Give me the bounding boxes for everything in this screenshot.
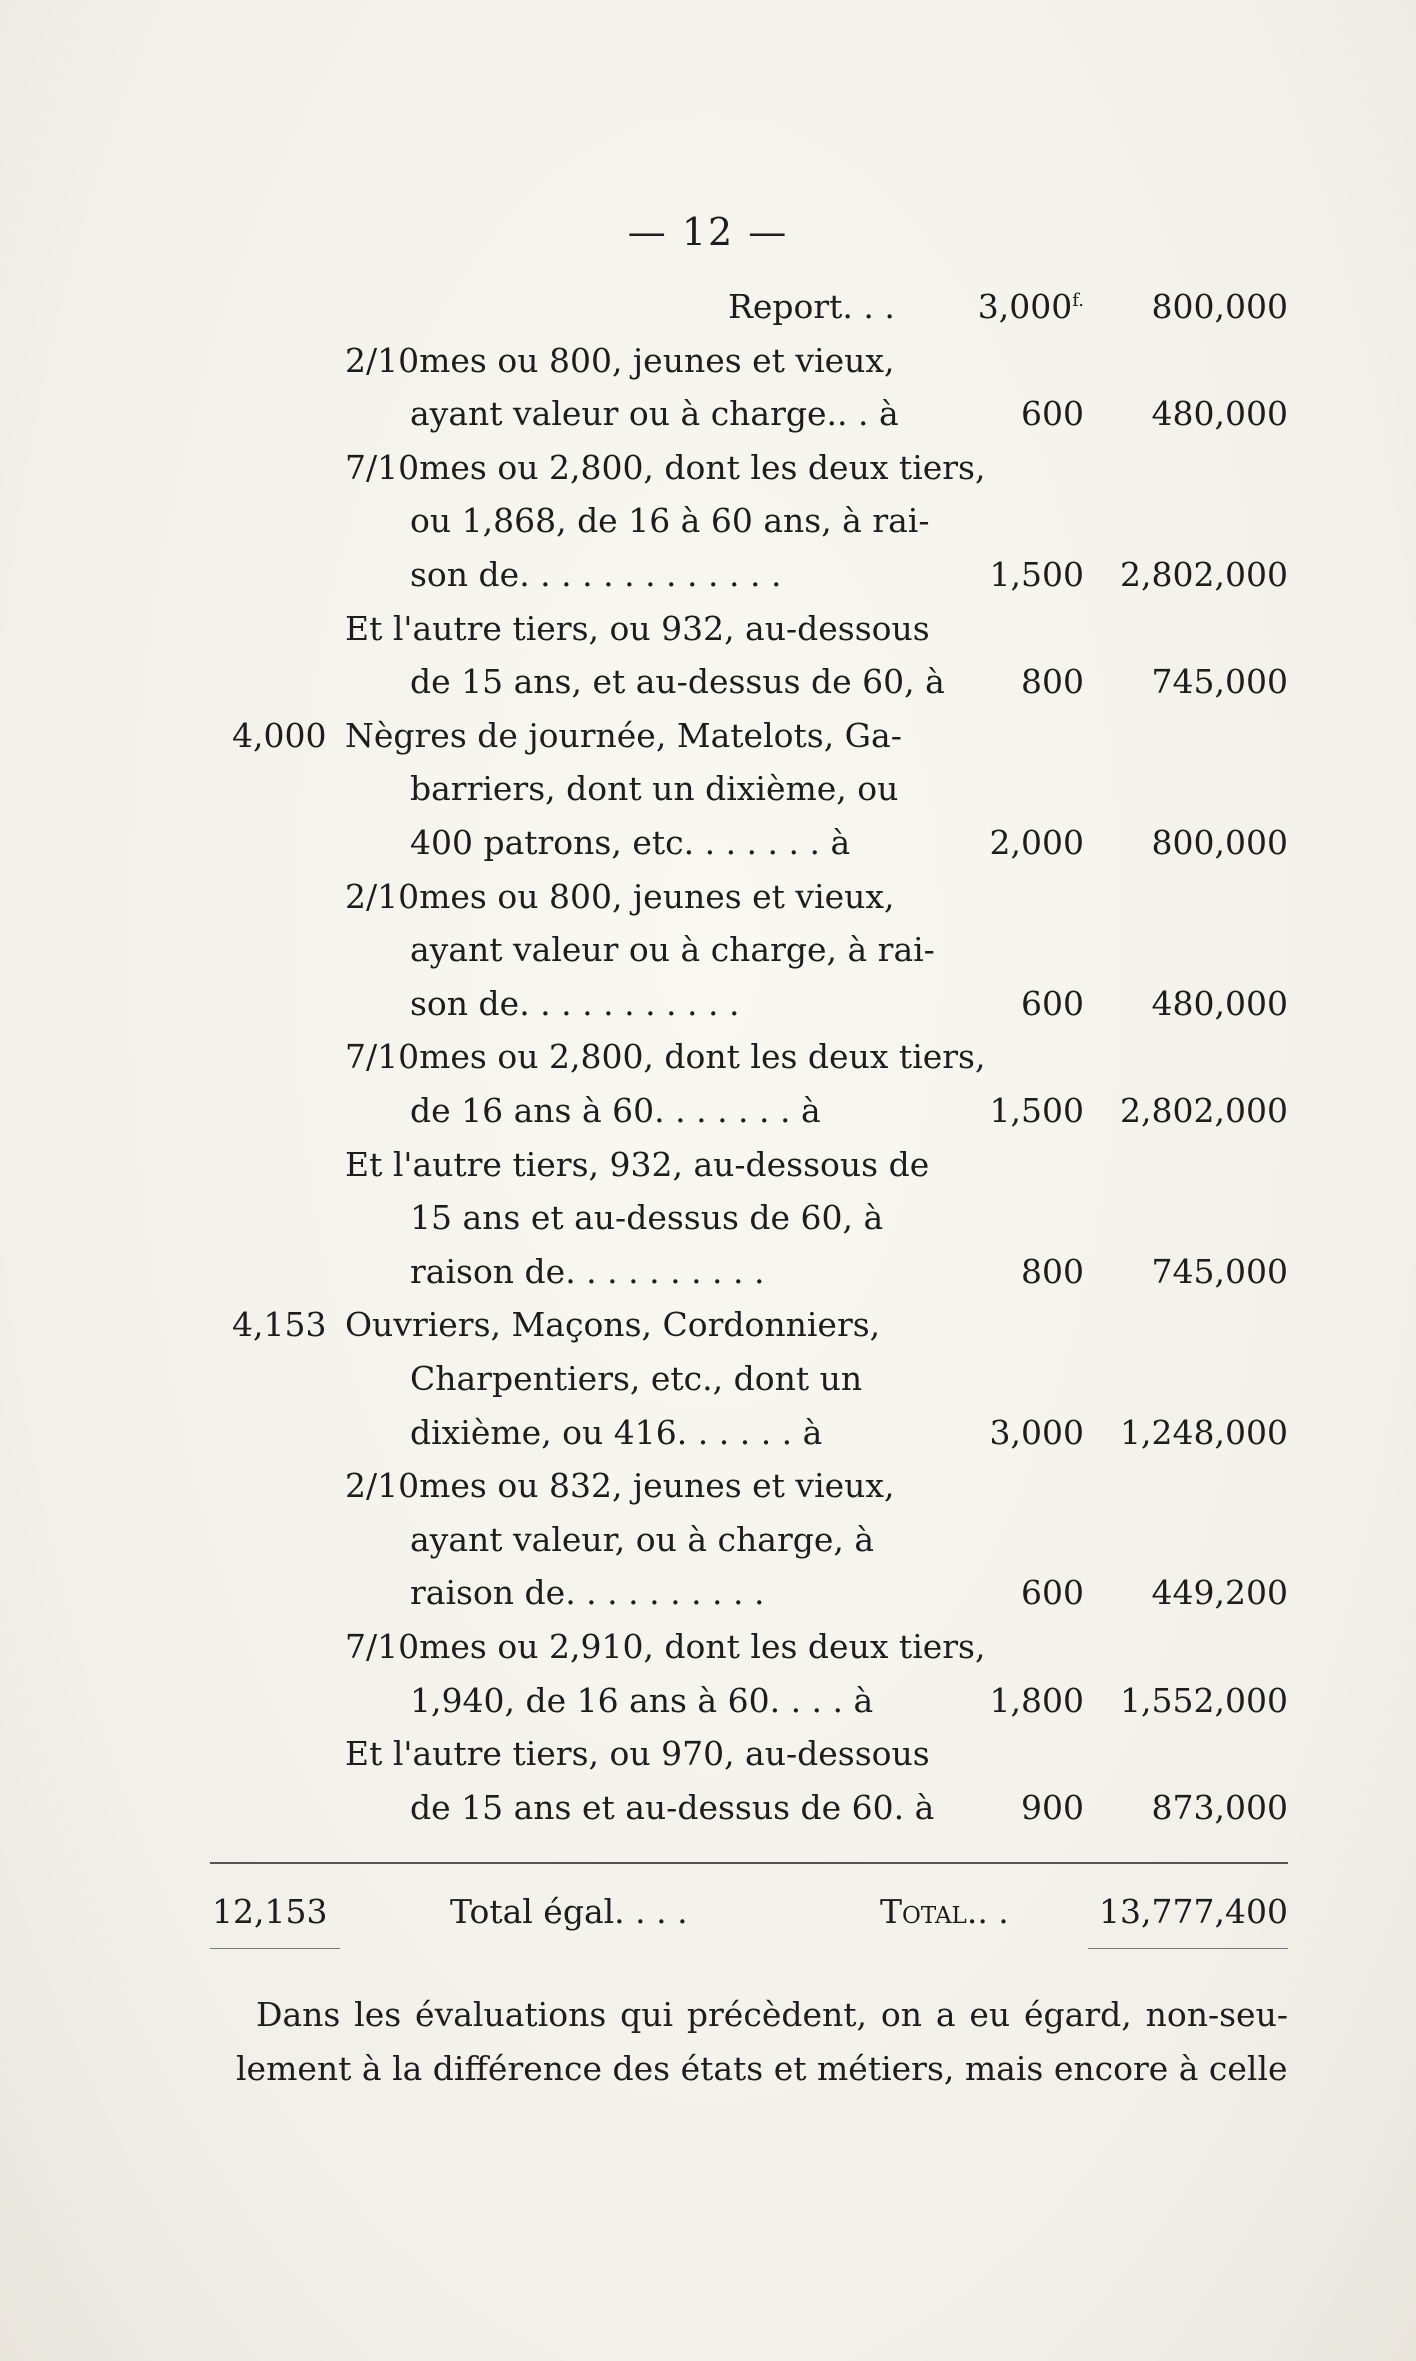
row-price — [1021, 389, 1084, 439]
row-total: 449,200 — [1151, 1573, 1288, 1613]
table-row — [0, 979, 1416, 1029]
row-description: son de. . . . . . . . . . . — [410, 983, 740, 1023]
table-row — [0, 1568, 1416, 1618]
row-price-value: 800 — [1021, 662, 1084, 702]
row-price — [1021, 1247, 1084, 1297]
row-count: 4,000 — [232, 715, 327, 755]
table-row — [0, 1354, 1416, 1404]
table-row — [0, 1783, 1416, 1833]
table-row — [0, 1032, 1416, 1082]
table-row — [0, 389, 1416, 439]
total-label: Total égal. . . . — [450, 1892, 688, 1931]
page-number: — 12 — — [627, 210, 789, 254]
row-total: 745,000 — [1151, 1251, 1288, 1291]
paragraph-line: Dans les évaluations qui précèdent, on a eu égard, non-seu- — [256, 1995, 1288, 2034]
row-description: 2/10mes ou 800, jeunes et vieux, — [345, 876, 895, 916]
row-price — [1021, 979, 1084, 1029]
row-price-value: 900 — [1021, 1787, 1084, 1827]
row-description: 7/10mes ou 2,910, dont les deux tiers, — [345, 1627, 986, 1666]
row-description: de 15 ans et au-dessus de 60. à — [410, 1787, 935, 1827]
table-row — [0, 1515, 1416, 1565]
row-price-value: 3,000 — [989, 1412, 1084, 1452]
total-label-caps: Total.. . — [880, 1892, 1009, 1931]
table-row — [0, 1408, 1416, 1458]
row-price — [1021, 1568, 1084, 1618]
row-description: ayant valeur, ou à charge, à — [410, 1519, 875, 1559]
row-description: de 16 ans à 60. . . . . . . à — [410, 1091, 821, 1130]
table-row — [0, 1676, 1416, 1726]
row-description: barriers, dont un dixième, ou — [410, 769, 899, 809]
table-row — [0, 1622, 1416, 1672]
total-rule-bottom-left — [210, 1948, 340, 1949]
table-row — [0, 657, 1416, 707]
row-price — [990, 818, 1084, 868]
table-row — [0, 604, 1416, 654]
row-price — [990, 550, 1084, 600]
table-row — [0, 1729, 1416, 1779]
row-price — [990, 1676, 1084, 1726]
body-paragraph — [236, 1988, 1288, 2096]
row-total: 800,000 — [1151, 287, 1288, 326]
row-total: 1,552,000 — [1120, 1680, 1288, 1720]
table-row — [0, 282, 1416, 332]
row-description: Et l'autre tiers, ou 932, au-dessous — [345, 608, 930, 648]
row-price-unit: f. — [1072, 290, 1084, 311]
total-row — [0, 1887, 1416, 1937]
table-row — [0, 496, 1416, 546]
row-price-value: 1,500 — [989, 555, 1084, 594]
table-row — [0, 443, 1416, 493]
total-amount: 13,777,400 — [1099, 1892, 1288, 1931]
row-description: raison de. . . . . . . . . . — [410, 1573, 765, 1613]
row-description: dixième, ou 416. . . . . . à — [410, 1412, 823, 1452]
row-price — [978, 282, 1084, 332]
row-price-value: 1,800 — [989, 1680, 1084, 1720]
table-row — [0, 818, 1416, 868]
row-description: ayant valeur ou à charge.. . à — [410, 394, 899, 434]
row-description: Charpentiers, etc., dont un — [410, 1359, 863, 1398]
table-row — [0, 550, 1416, 600]
row-description: Et l'autre tiers, ou 970, au-dessous — [345, 1734, 930, 1774]
row-description: son de. . . . . . . . . . . . . — [410, 555, 782, 594]
row-total: 1,248,000 — [1120, 1412, 1288, 1452]
table-row — [0, 1086, 1416, 1136]
paragraph-line: lement à la différence des états et métiers, mais encore à celle — [236, 2049, 1288, 2088]
row-price-value: 2,000 — [989, 823, 1084, 862]
row-count: 4,153 — [232, 1305, 327, 1345]
row-price — [990, 1086, 1084, 1136]
row-description: de 15 ans, et au-dessus de 60, à — [410, 662, 945, 702]
row-description: 7/10mes ou 2,800, dont les deux tiers, — [345, 447, 986, 487]
row-price-value: 1,500 — [989, 1091, 1084, 1130]
row-description: 2/10mes ou 800, jeunes et vieux, — [345, 340, 895, 380]
row-description: Et l'autre tiers, 932, au-dessous de — [345, 1144, 930, 1184]
row-description: 7/10mes ou 2,800, dont les deux tiers, — [345, 1037, 986, 1077]
row-total: 480,000 — [1151, 394, 1288, 434]
row-total: 2,802,000 — [1120, 1091, 1288, 1130]
table-row — [0, 1247, 1416, 1297]
total-rule-top — [210, 1862, 1288, 1864]
table-row — [0, 1300, 1416, 1350]
row-description: 2/10mes ou 832, jeunes et vieux, — [345, 1466, 895, 1506]
table-row — [0, 711, 1416, 761]
table-row — [0, 1193, 1416, 1243]
row-total: 2,802,000 — [1120, 555, 1288, 594]
row-price — [1021, 1783, 1084, 1833]
row-total: 873,000 — [1151, 1787, 1288, 1827]
table-row — [0, 336, 1416, 386]
row-price-value: 600 — [1021, 1573, 1084, 1613]
table-row — [0, 1461, 1416, 1511]
row-description: raison de. . . . . . . . . . — [410, 1251, 765, 1291]
row-description: Nègres de journée, Matelots, Ga- — [345, 715, 902, 755]
row-description: Report. . . — [728, 287, 895, 326]
row-price-value: 600 — [1021, 394, 1084, 434]
table-row — [0, 872, 1416, 922]
row-description: ayant valeur ou à charge, à rai- — [410, 930, 935, 970]
table-row — [0, 925, 1416, 975]
row-total: 480,000 — [1151, 983, 1288, 1023]
row-price — [990, 1408, 1084, 1458]
row-description: 15 ans et au-dessus de 60, à — [410, 1198, 884, 1238]
row-price-value: 600 — [1021, 983, 1084, 1023]
row-total: 745,000 — [1151, 662, 1288, 702]
row-description: Ouvriers, Maçons, Cordonniers, — [345, 1305, 881, 1345]
row-price-value: 3,000 — [977, 287, 1073, 326]
table-row — [0, 1140, 1416, 1190]
table-row — [0, 764, 1416, 814]
row-description: 1,940, de 16 ans à 60. . . . à — [410, 1680, 874, 1720]
row-description: ou 1,868, de 16 à 60 ans, à rai- — [410, 501, 930, 541]
row-total: 800,000 — [1151, 823, 1288, 862]
total-rule-bottom-right — [1088, 1948, 1288, 1949]
total-count: 12,153 — [212, 1892, 328, 1931]
row-price — [1021, 657, 1084, 707]
row-description: 400 patrons, etc. . . . . . . à — [410, 823, 851, 862]
row-price-value: 800 — [1021, 1251, 1084, 1291]
